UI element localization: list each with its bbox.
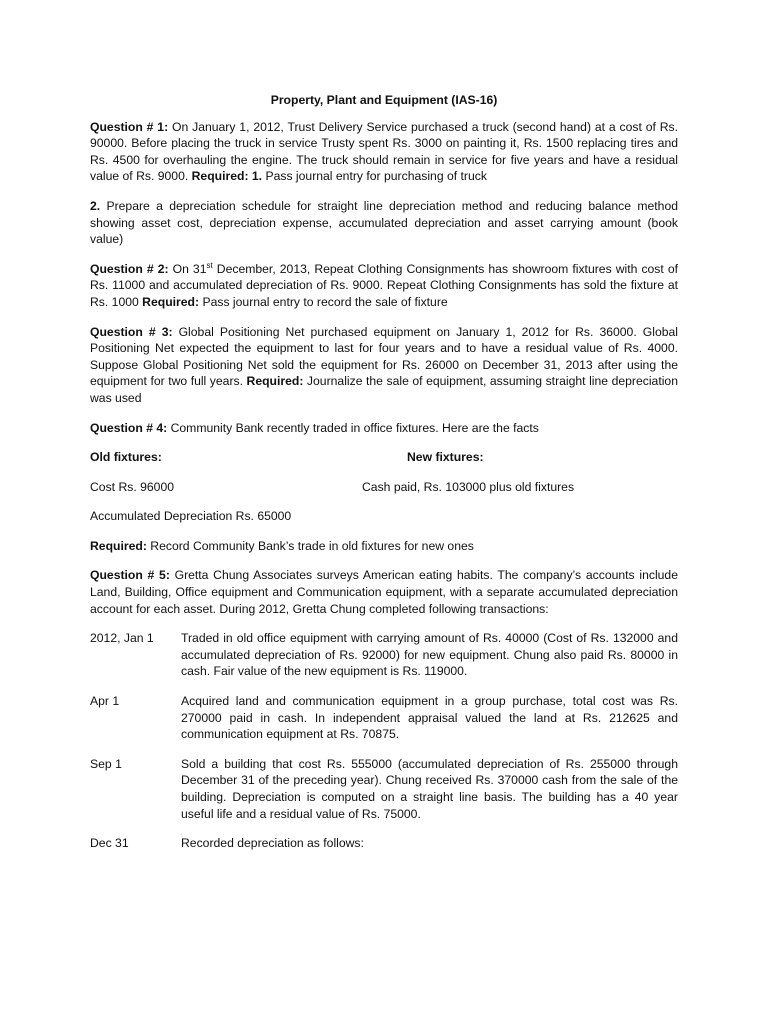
old-fixtures-accumulated-depreciation: Accumulated Depreciation Rs. 65000 — [90, 509, 292, 524]
transaction-description: Acquired land and communication equipment in a group purchase, total cost was Rs. 270000 paid in cash. In independent appraisal valued the land at Rs. 212625 and communication equipment at Rs. 70875. — [181, 694, 678, 742]
question-1-required-text: Pass journal entry for purchasing of truck — [262, 169, 487, 184]
question-1 — [90, 119, 678, 185]
question-4-required-label: Required: — [90, 538, 147, 553]
question-1-part-2-text: Prepare a depreciation schedule for straight line depreciation method and reducing balance method showing asset cost, depreciation expense, accumulated depreciation and asset carrying amount (book value) — [90, 198, 678, 247]
question-3-required-text: Journalize the sale of equipment, assuming straight line depreciation was used — [90, 374, 678, 405]
question-2-required-text: Pass journal entry to record the sale of fixture — [199, 294, 448, 309]
transaction-row — [90, 693, 678, 743]
question-4-required-text: Record Community Bank’s trade in old fixtures for new ones — [146, 538, 474, 553]
question-1-part-2 — [90, 198, 678, 248]
question-1-text: On January 1, 2012, Trust Delivery Service purchased a truck (second hand) at a cost of Rs. 90000. Before placing the truck in service Trusty spent Rs. 3000 on painting it, Rs. 1500 replacing tires and Rs. 4500 for overhauling the engine. The truck should remain in service for five years and have a residual value of Rs. 9000. — [90, 119, 678, 184]
question-1-part-2-label: 2. — [90, 198, 101, 213]
question-2 — [90, 261, 678, 311]
transaction-row — [90, 835, 678, 852]
question-2-required-label: Required: — [142, 294, 200, 309]
new-fixtures-header: New fixtures: — [407, 450, 484, 465]
question-5-label: Question # 5: — [90, 568, 170, 583]
question-3-text: Global Positioning Net purchased equipment on January 1, 2012 for Rs. 36000. Global Positioning Net expected the equipment to last for four years and to have a residual value of Rs. 4000. Suppose Global Positioning Net sold the equipment for Rs. 26000 on December 31, 2013 after using the equipment for two full years. — [90, 324, 678, 389]
question-1-label: Question # 1: — [90, 119, 169, 134]
document-page — [90, 92, 678, 865]
question-2-text-b: December, 2013, Repeat Clothing Consignments has showroom fixtures with cost of Rs. 11000 and accumulated depreciation of Rs. 9000. Repeat Clothing Consignments has sold the fixture at Rs. 1000 — [90, 261, 679, 309]
fixtures-values — [90, 479, 678, 496]
transaction-description: Traded in old office equipment with carrying amount of Rs. 40000 (Cost of Rs. 132000 and accumulated depreciation of Rs. 92000) for new equipment. Chung also paid Rs. 80000 in cash. Fair value of the new equipment is Rs. 119000. — [181, 631, 678, 679]
question-3 — [90, 324, 678, 407]
transaction-row — [90, 756, 678, 822]
transaction-row — [90, 630, 678, 680]
question-1-required-label: Required: 1. — [191, 169, 263, 184]
new-fixtures-cash-paid: Cash paid, Rs. 103000 plus old fixtures — [362, 479, 575, 494]
old-fixtures-header: Old fixtures: — [90, 450, 162, 465]
question-3-label: Question # 3: — [90, 324, 173, 339]
question-4-text: Community Bank recently traded in office fixtures. Here are the facts — [167, 420, 539, 435]
ordinal-suffix: st — [206, 260, 213, 270]
document-title: Property, Plant and Equipment (IAS-16) — [270, 93, 498, 107]
transaction-description: Recorded depreciation as follows: — [181, 836, 364, 851]
fixtures-headers — [90, 449, 678, 466]
question-2-label: Question # 2: — [90, 261, 169, 276]
transaction-date: Apr 1 — [90, 694, 120, 709]
question-4-required — [90, 538, 678, 555]
old-fixtures-cost: Cost Rs. 96000 — [90, 479, 175, 494]
question-5-text: Gretta Chung Associates surveys American eating habits. The company’s accounts include Land, Building, Office equipment and Communication equipment, with a separate accumulated depreciation account for each asset. During 2012, Gretta Chung completed following transactions: — [90, 568, 678, 616]
question-4-label: Question # 4: — [90, 420, 168, 435]
transaction-date: Dec 31 — [90, 836, 129, 851]
question-3-required-label: Required: — [246, 374, 304, 389]
question-2-text-a: On 31 — [168, 261, 207, 276]
transaction-date: 2012, Jan 1 — [90, 631, 154, 646]
transaction-description: Sold a building that cost Rs. 555000 (accumulated depreciation of Rs. 255000 through December 31 of the preceding year). Chung received Rs. 370000 cash from the sale of the building. Depreciation is computed on a straight line basis. The building has a 40 year useful life and a residual value of Rs. 75000. — [181, 756, 678, 821]
question-5 — [90, 567, 678, 617]
question-4 — [90, 420, 678, 437]
transaction-date: Sep 1 — [90, 756, 122, 771]
